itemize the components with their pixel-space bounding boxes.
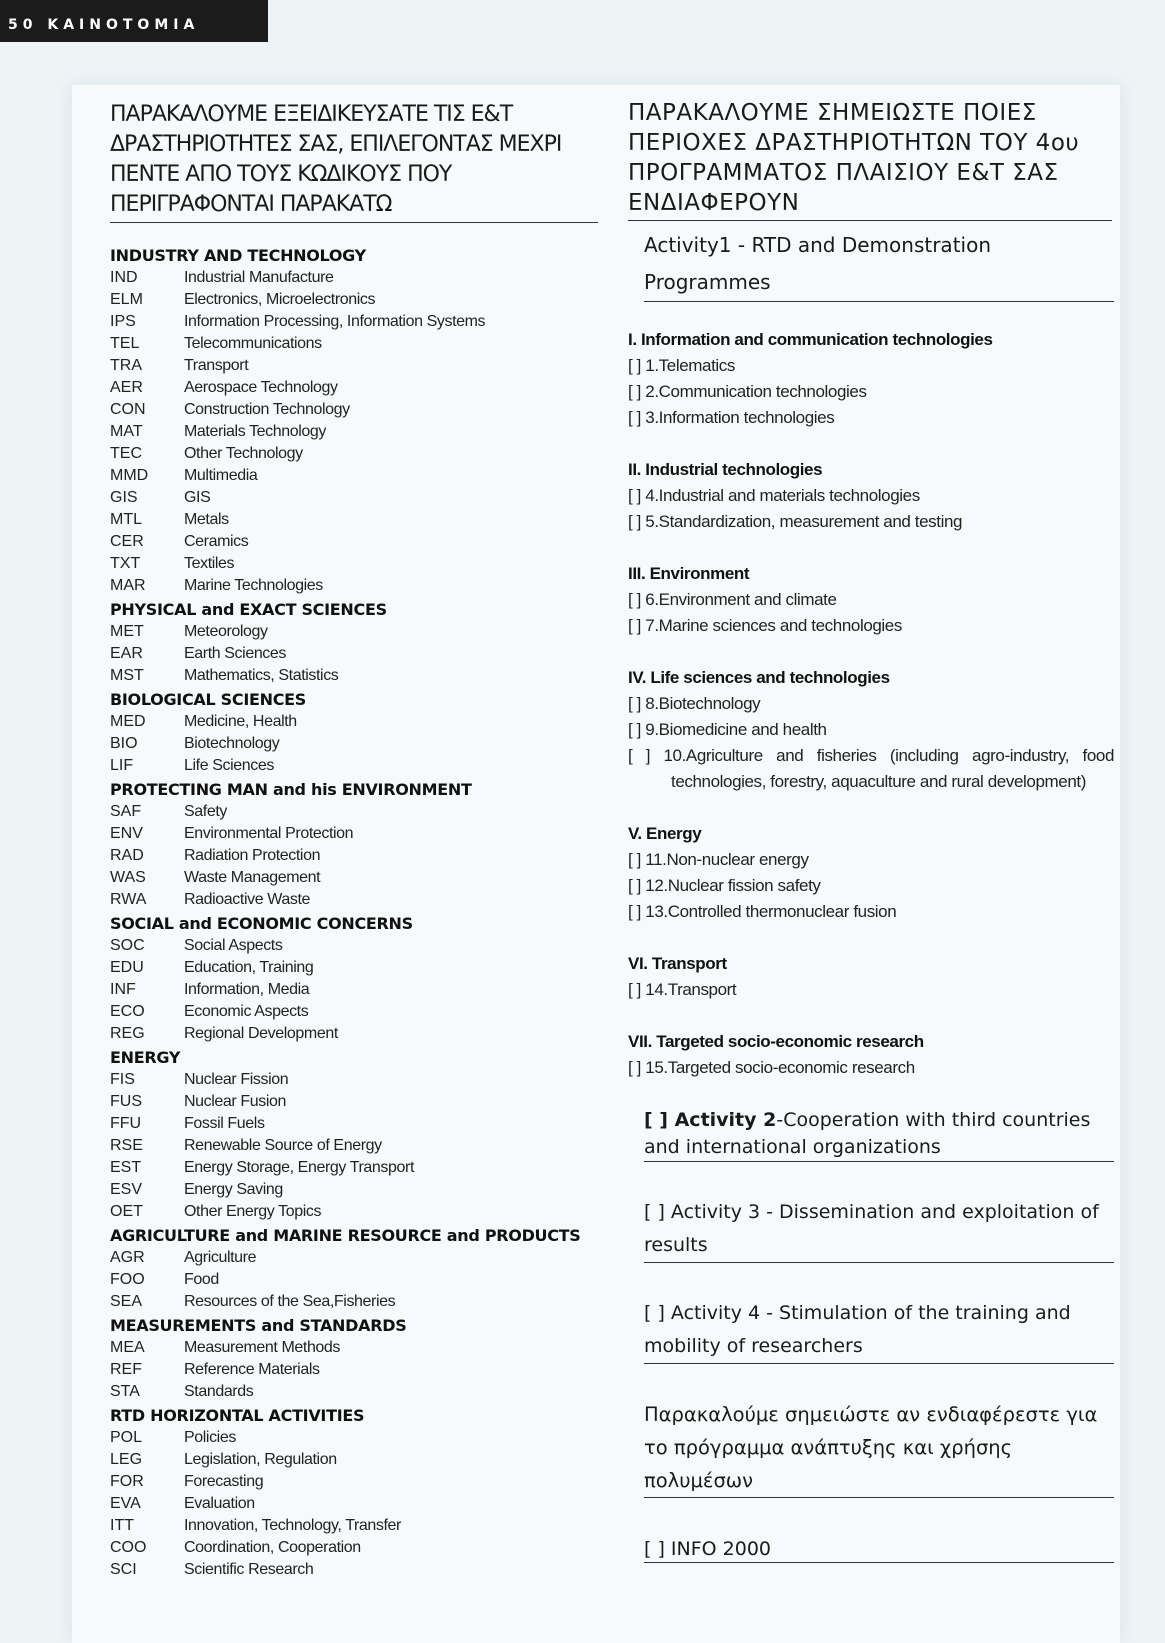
activity4-checkbox[interactable]: [ ] Activity 4 - Stimulation of the training and mobility of researchers xyxy=(644,1297,1114,1364)
code-row xyxy=(110,465,600,487)
code-description: Nuclear Fission xyxy=(184,1071,289,1088)
activity2-text: -Cooperation with third countries and international organizations xyxy=(644,1109,1091,1158)
code-row xyxy=(110,531,600,553)
code-description: Innovation, Technology, Transfer xyxy=(184,1517,401,1534)
code-row xyxy=(110,1337,600,1359)
code-description: Fossil Fuels xyxy=(184,1115,265,1132)
programme-section xyxy=(628,1029,1114,1081)
code-description: Multimedia xyxy=(184,467,258,484)
code-abbrev: CER xyxy=(110,533,144,550)
code-abbrev: EST xyxy=(110,1159,142,1176)
code-abbrev: LEG xyxy=(110,1451,143,1468)
code-description: Forecasting xyxy=(184,1473,264,1490)
category-heading: PHYSICAL and EXACT SCIENCES xyxy=(110,600,387,619)
code-description: Mathematics, Statistics xyxy=(184,667,339,684)
code-row xyxy=(110,957,600,979)
activity3-checkbox[interactable]: [ ] Activity 3 - Dissemination and exploitation of results xyxy=(644,1196,1114,1263)
code-description: Education, Training xyxy=(184,959,314,976)
code-row xyxy=(110,289,600,311)
code-description: Life Sciences xyxy=(184,757,274,774)
section-heading: I. Information and communication technologies xyxy=(628,330,993,349)
code-abbrev: INF xyxy=(110,981,136,998)
code-abbrev: MTL xyxy=(110,511,142,528)
category-heading: BIOLOGICAL SCIENCES xyxy=(110,690,306,709)
programme-section xyxy=(628,665,1114,795)
code-abbrev: ECO xyxy=(110,1003,145,1020)
code-row xyxy=(110,399,600,421)
page-header-text: 50 ΚΑΙΝΟΤΟΜΙΑ xyxy=(8,17,200,33)
code-abbrev: GIS xyxy=(110,489,138,506)
code-description: Information, Media xyxy=(184,981,310,998)
code-abbrev: ENV xyxy=(110,825,143,842)
code-description: Regional Development xyxy=(184,1025,338,1042)
code-row xyxy=(110,889,600,911)
code-row xyxy=(110,377,600,399)
code-description: Construction Technology xyxy=(184,401,350,418)
code-abbrev: IPS xyxy=(110,313,136,330)
code-row xyxy=(110,621,600,643)
code-row xyxy=(110,553,600,575)
code-abbrev: REF xyxy=(110,1361,142,1378)
code-abbrev: STA xyxy=(110,1383,140,1400)
code-abbrev: ESV xyxy=(110,1181,143,1198)
code-abbrev: CON xyxy=(110,401,146,418)
code-abbrev: BIO xyxy=(110,735,138,752)
codes-column-title: ΠΑΡΑΚΑΛΟΥΜΕ ΕΞΕΙΔΙΚΕΥΣΑΤΕ ΤΙΣ Ε&Τ ΔΡΑΣΤΗΡΙΟΤΗΤΕΣ ΣΑΣ, ΕΠΙΛΕΓΟΝΤΑΣ ΜΕΧΡΙ ΠΕΝΤΕ ΑΠΟ ΤΟΥΣ ΚΩΔΙΚΟΥΣ ΠΟΥ ΠΕΡΙΓΡΑΦΟΝΤΑΙ ΠΑΡΑΚΑΤΩ xyxy=(110,100,598,223)
code-abbrev: MET xyxy=(110,623,144,640)
code-row xyxy=(110,1559,600,1581)
code-description: Coordination, Cooperation xyxy=(184,1539,361,1556)
code-description: Standards xyxy=(184,1383,254,1400)
programme-checkbox-item[interactable]: [ ] 15.Targeted socio-economic research xyxy=(628,1058,915,1077)
section-heading: II. Industrial technologies xyxy=(628,460,823,479)
category-block xyxy=(110,1225,600,1313)
code-abbrev: FFU xyxy=(110,1115,142,1132)
code-row xyxy=(110,1113,600,1135)
code-description: Earth Sciences xyxy=(184,645,287,662)
code-abbrev: SAF xyxy=(110,803,142,820)
code-description: Food xyxy=(184,1271,219,1288)
code-row xyxy=(110,267,600,289)
code-row xyxy=(110,1091,600,1113)
code-row xyxy=(110,1471,600,1493)
code-row xyxy=(110,1427,600,1449)
code-description: Reference Materials xyxy=(184,1361,320,1378)
category-heading: PROTECTING MAN and his ENVIRONMENT xyxy=(110,780,472,799)
code-row xyxy=(110,1201,600,1223)
code-row xyxy=(110,1001,600,1023)
section-heading: V. Energy xyxy=(628,824,702,843)
code-description: Radioactive Waste xyxy=(184,891,310,908)
code-description: Metals xyxy=(184,511,229,528)
code-row xyxy=(110,1291,600,1313)
programme-checkbox-item[interactable]: [ ] 1.Telematics xyxy=(628,356,735,375)
code-abbrev: MST xyxy=(110,667,144,684)
code-row xyxy=(110,487,600,509)
code-row xyxy=(110,755,600,777)
programme-checkbox-item[interactable]: [ ] 3.Information technologies xyxy=(628,408,835,427)
section-heading: III. Environment xyxy=(628,564,750,583)
code-description: Environmental Protection xyxy=(184,825,354,842)
code-abbrev: MAR xyxy=(110,577,146,594)
code-description: Measurement Methods xyxy=(184,1339,341,1356)
code-abbrev: FOR xyxy=(110,1473,144,1490)
programme-checkbox-item[interactable]: [ ] 6.Environment and climate xyxy=(628,590,837,609)
programme-checkbox-item[interactable]: [ ] 13.Controlled thermonuclear fusion xyxy=(628,902,897,921)
code-row xyxy=(110,1069,600,1091)
info2000-checkbox[interactable]: [ ] INFO 2000 xyxy=(644,1536,1114,1563)
code-abbrev: RAD xyxy=(110,847,144,864)
code-abbrev: FUS xyxy=(110,1093,142,1110)
code-abbrev: MEA xyxy=(110,1339,145,1356)
code-description: Energy Storage, Energy Transport xyxy=(184,1159,414,1176)
programme-column-title: ΠΑΡΑΚΑΛΟΥΜΕ ΣΗΜΕΙΩΣΤΕ ΠΟΙΕΣ ΠΕΡΙΟΧΕΣ ΔΡΑΣΤΗΡΙΟΤΗΤΩΝ ΤΟΥ 4ου ΠΡΟΓΡΑΜΜΑΤΟΣ ΠΛΑΙΣΙΟΥ Ε&Τ ΣΑΣ ΕΝΔΙΑΦΕΡΟΥΝ xyxy=(628,98,1112,221)
category-block xyxy=(110,1405,600,1581)
code-abbrev: TEL xyxy=(110,335,140,352)
code-row xyxy=(110,1381,600,1403)
code-row xyxy=(110,1359,600,1381)
programme-checkbox-item[interactable]: [ ] 7.Marine sciences and technologies xyxy=(628,616,902,635)
code-row xyxy=(110,1157,600,1179)
code-abbrev: MMD xyxy=(110,467,149,484)
code-abbrev: SCI xyxy=(110,1561,137,1578)
code-description: Biotechnology xyxy=(184,735,280,752)
code-row xyxy=(110,643,600,665)
code-row xyxy=(110,421,600,443)
programme-column xyxy=(628,98,1114,1563)
programme-checkbox-item[interactable]: [ ] 5.Standardization, measurement and testing xyxy=(628,512,963,531)
activity2-checkbox[interactable] xyxy=(644,1107,1114,1162)
programme-section xyxy=(628,327,1114,431)
code-description: Social Aspects xyxy=(184,937,283,954)
section-heading: VII. Targeted socio-economic research xyxy=(628,1032,924,1051)
code-row xyxy=(110,1135,600,1157)
code-abbrev: FIS xyxy=(110,1071,135,1088)
code-description: Agriculture xyxy=(184,1249,257,1266)
code-abbrev: RSE xyxy=(110,1137,143,1154)
code-description: Ceramics xyxy=(184,533,249,550)
code-abbrev: TEC xyxy=(110,445,142,462)
category-block xyxy=(110,1315,600,1403)
code-abbrev: IND xyxy=(110,269,138,286)
programme-checkbox-item[interactable]: [ ] 14.Transport xyxy=(628,980,737,999)
category-block xyxy=(110,779,600,911)
code-row xyxy=(110,311,600,333)
code-row xyxy=(110,979,600,1001)
code-abbrev: WAS xyxy=(110,869,146,886)
code-abbrev: ELM xyxy=(110,291,143,308)
programme-checkbox-item[interactable]: [ ] 10.Agriculture and fisheries (including agro-industry, food technologies, forestry, aquaculture and rural development) xyxy=(628,746,1114,791)
code-description: Materials Technology xyxy=(184,423,327,440)
code-description: Safety xyxy=(184,803,227,820)
code-abbrev: SOC xyxy=(110,937,145,954)
code-description: Nuclear Fusion xyxy=(184,1093,287,1110)
programme-section xyxy=(628,457,1114,535)
code-row xyxy=(110,665,600,687)
programme-section xyxy=(628,821,1114,925)
code-row xyxy=(110,575,600,597)
code-description: Energy Saving xyxy=(184,1181,283,1198)
code-row xyxy=(110,1023,600,1045)
code-description: Evaluation xyxy=(184,1495,255,1512)
category-heading: AGRICULTURE and MARINE RESOURCE and PRODUCTS xyxy=(110,1226,581,1245)
category-block xyxy=(110,1047,600,1223)
category-heading: RTD HORIZONTAL ACTIVITIES xyxy=(110,1406,365,1425)
category-block xyxy=(110,245,600,597)
code-row xyxy=(110,1515,600,1537)
code-abbrev: TRA xyxy=(110,357,142,374)
code-abbrev: MED xyxy=(110,713,146,730)
code-description: Industrial Manufacture xyxy=(184,269,334,286)
code-description: Telecommunications xyxy=(184,335,322,352)
code-row xyxy=(110,867,600,889)
code-abbrev: EAR xyxy=(110,645,143,662)
code-abbrev: MAT xyxy=(110,423,143,440)
code-row xyxy=(110,733,600,755)
code-row xyxy=(110,355,600,377)
code-abbrev: OET xyxy=(110,1203,143,1220)
code-abbrev: AGR xyxy=(110,1249,145,1266)
activity2-label: [ ] Activity 2 xyxy=(644,1109,777,1131)
code-description: Renewable Source of Energy xyxy=(184,1137,382,1154)
code-description: GIS xyxy=(184,489,211,506)
code-abbrev: COO xyxy=(110,1539,147,1556)
code-abbrev: REG xyxy=(110,1025,145,1042)
activity1-heading: Activity1 - RTD and Demonstration Programmes xyxy=(644,227,1114,302)
code-description: Medicine, Health xyxy=(184,713,297,730)
programme-section xyxy=(628,951,1114,1003)
category-block xyxy=(110,599,600,687)
code-description: Policies xyxy=(184,1429,236,1446)
code-row xyxy=(110,1449,600,1471)
code-description: Economic Aspects xyxy=(184,1003,309,1020)
code-abbrev: EDU xyxy=(110,959,144,976)
code-row xyxy=(110,935,600,957)
code-row xyxy=(110,1179,600,1201)
section-heading: VI. Transport xyxy=(628,954,727,973)
code-description: Other Technology xyxy=(184,445,303,462)
codes-column xyxy=(110,100,600,1581)
programme-checkbox-item[interactable]: [ ] 9.Biomedicine and health xyxy=(628,720,827,739)
programme-checkbox-item[interactable]: [ ] 4.Industrial and materials technologies xyxy=(628,486,920,505)
section-heading: IV. Life sciences and technologies xyxy=(628,668,890,687)
programme-checkbox-item[interactable]: [ ] 11.Non-nuclear energy xyxy=(628,850,809,869)
code-abbrev: POL xyxy=(110,1429,143,1446)
page-header xyxy=(0,0,268,42)
category-block xyxy=(110,913,600,1045)
programme-checkbox-item[interactable]: [ ] 8.Biotechnology xyxy=(628,694,761,713)
category-block xyxy=(110,689,600,777)
code-description: Transport xyxy=(184,357,249,374)
code-abbrev: SEA xyxy=(110,1293,143,1310)
code-row xyxy=(110,443,600,465)
code-description: Other Energy Topics xyxy=(184,1203,322,1220)
code-abbrev: FOO xyxy=(110,1271,145,1288)
code-row xyxy=(110,845,600,867)
code-description: Resources of the Sea,Fisheries xyxy=(184,1293,396,1310)
category-heading: MEASUREMENTS and STANDARDS xyxy=(110,1316,407,1335)
code-description: Aerospace Technology xyxy=(184,379,338,396)
code-abbrev: EVA xyxy=(110,1495,141,1512)
code-abbrev: LIF xyxy=(110,757,134,774)
code-row xyxy=(110,1537,600,1559)
code-description: Electronics, Microelectronics xyxy=(184,291,376,308)
code-row xyxy=(110,823,600,845)
multimedia-interest-note: Παρακαλούμε σημειώστε αν ενδιαφέρεστε για το πρόγραμμα ανάπτυξης και χρήσης πολυμέσων xyxy=(644,1398,1114,1498)
code-description: Radiation Protection xyxy=(184,847,321,864)
code-row xyxy=(110,801,600,823)
code-abbrev: RWA xyxy=(110,891,147,908)
category-list xyxy=(110,245,600,1581)
code-abbrev: TXT xyxy=(110,555,141,572)
code-row xyxy=(110,1269,600,1291)
programme-sections xyxy=(628,327,1114,1081)
code-row xyxy=(110,333,600,355)
code-row xyxy=(110,1247,600,1269)
code-row xyxy=(110,509,600,531)
programme-checkbox-item[interactable]: [ ] 12.Nuclear fission safety xyxy=(628,876,821,895)
code-description: Textiles xyxy=(184,555,235,572)
category-heading: SOCIAL and ECONOMIC CONCERNS xyxy=(110,914,413,933)
code-description: Waste Management xyxy=(184,869,321,886)
code-row xyxy=(110,1493,600,1515)
code-description: Legislation, Regulation xyxy=(184,1451,337,1468)
code-description: Marine Technologies xyxy=(184,577,323,594)
code-description: Meteorology xyxy=(184,623,268,640)
programme-section xyxy=(628,561,1114,639)
code-abbrev: AER xyxy=(110,379,143,396)
programme-checkbox-item[interactable]: [ ] 2.Communication technologies xyxy=(628,382,867,401)
code-row xyxy=(110,711,600,733)
code-abbrev: ITT xyxy=(110,1517,134,1534)
code-description: Information Processing, Information Systems xyxy=(184,313,486,330)
category-heading: ENERGY xyxy=(110,1048,181,1067)
category-heading: INDUSTRY AND TECHNOLOGY xyxy=(110,246,366,265)
code-description: Scientific Research xyxy=(184,1561,314,1578)
